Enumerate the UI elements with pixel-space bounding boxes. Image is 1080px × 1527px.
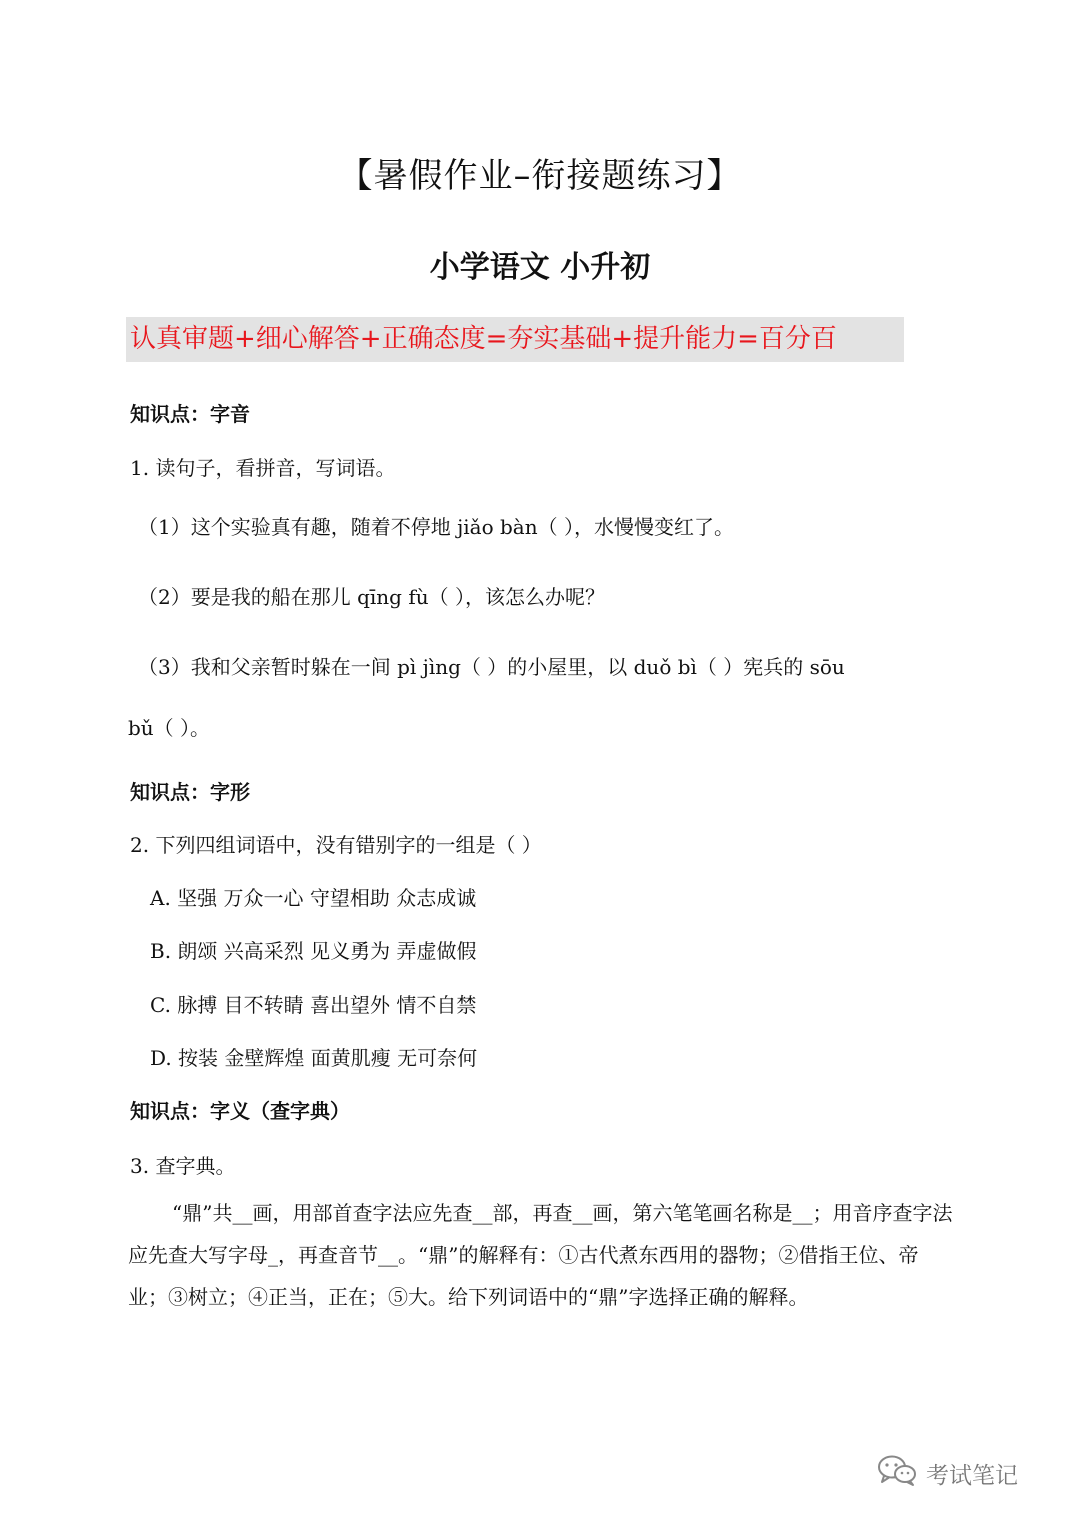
question-1-item-1: （1）这个实验真有趣，随着不停地 jiǎo bàn（ ），水慢慢变红了。 bbox=[138, 515, 734, 539]
watermark bbox=[876, 1453, 1018, 1493]
knowledge-point-heading: 知识点：字义（查字典） bbox=[130, 1099, 350, 1123]
question-1-item-2: （2）要是我的船在那儿 qīng fù（ ），该怎么办呢？ bbox=[138, 585, 605, 609]
question-1-item-3: （3）我和父亲暂时躲在一间 pì jìng（ ）的小屋里，以 duǒ bì（ ）宪兵的 sōu bbox=[138, 655, 845, 679]
page-title: 【暑假作业–衔接题练习】 bbox=[338, 156, 742, 196]
question-1: 1. 读句子，看拼音，写词语。 bbox=[130, 456, 396, 480]
question-1-item-3-cont: bǔ（ ）。 bbox=[128, 716, 211, 740]
wechat-icon bbox=[876, 1453, 926, 1493]
question-3-paragraph: “鼎”共__画，用部首查字法应先查__部，再查__画，第六笔笔画名称是__；用音序查字法应先查大写字母_，再查音节__。“鼎”的解释有：①古代煮东西用的器物；②借指王位、帝业；③树立；④正当，正在；⑤大。给下列词语中的“鼎”字选择正确的解释。 bbox=[128, 1201, 953, 1309]
question-2: 2. 下列四组词语中，没有错别字的一组是（ ） bbox=[130, 833, 542, 857]
knowledge-point-heading: 知识点：字形 bbox=[130, 780, 250, 804]
question-3: 3. 查字典。 bbox=[130, 1154, 236, 1178]
page-subtitle: 小学语文 小升初 bbox=[429, 250, 651, 285]
watermark-text: 考试笔记 bbox=[926, 1462, 1018, 1489]
motto-banner: 认真审题+细心解答+正确态度=夯实基础+提升能力=百分百 bbox=[126, 317, 904, 362]
option-c: C. 脉搏 目不转睛 喜出望外 情不自禁 bbox=[150, 993, 477, 1017]
option-a: A. 坚强 万众一心 守望相助 众志成诚 bbox=[150, 886, 477, 910]
option-d: D. 按装 金壁辉煌 面黄肌瘦 无可奈何 bbox=[150, 1046, 478, 1070]
knowledge-point-heading: 知识点：字音 bbox=[130, 402, 250, 426]
option-b: B. 朗颂 兴高采烈 见义勇为 弄虚做假 bbox=[150, 939, 477, 963]
